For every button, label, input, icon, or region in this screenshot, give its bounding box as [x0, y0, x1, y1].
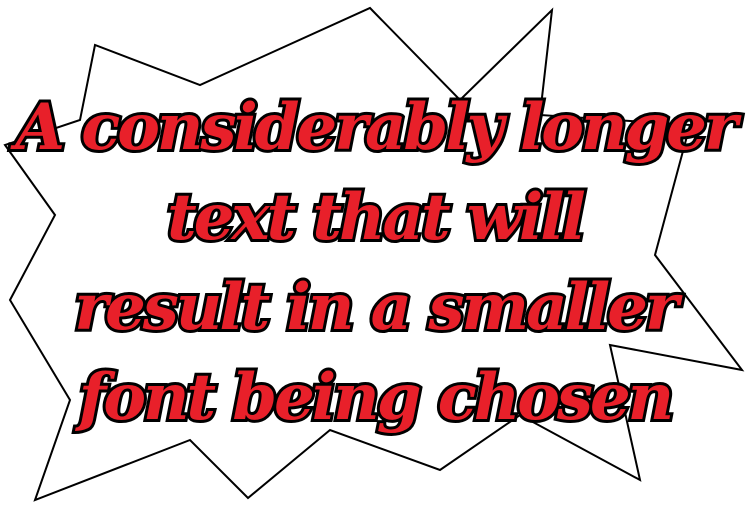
caption-line-2: text that will	[167, 180, 583, 255]
caption-line-4: font being chosen	[78, 360, 672, 435]
caption-line-3: result in a smaller	[74, 270, 676, 345]
caption-line-1: A considerably longer	[15, 90, 735, 165]
